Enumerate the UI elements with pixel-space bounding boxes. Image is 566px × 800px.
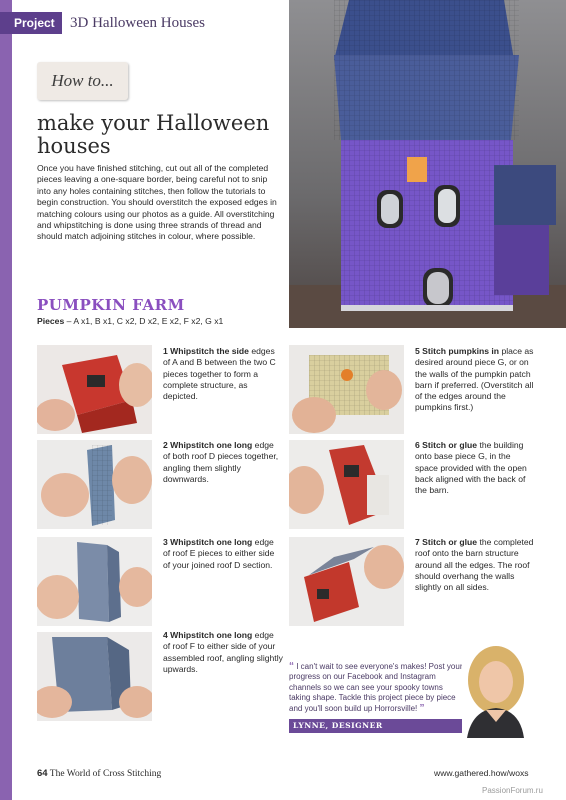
side-stripe <box>0 0 12 800</box>
how-to-label <box>37 62 128 100</box>
designer-portrait <box>462 638 528 738</box>
step-3-photo <box>37 537 152 626</box>
pieces-label: Pieces <box>37 316 65 326</box>
step-1-title: 1 Whipstitch the side <box>163 346 249 356</box>
pieces-list <box>37 316 223 326</box>
designer-quote <box>289 662 463 714</box>
page-number: 64 <box>37 768 48 779</box>
hero-photo-haunted-house <box>289 0 566 328</box>
pumpkin-farm-heading: PUMPKIN FARM <box>37 296 185 314</box>
step-2-text <box>163 440 283 485</box>
footer-left <box>37 768 161 779</box>
step-6-photo <box>289 440 404 529</box>
designer-attribution: LYNNE, DESIGNER <box>289 719 463 733</box>
magazine-name: The World of Cross Stitching <box>49 769 162 779</box>
step-2-body: edge of both roof D pieces together, angling them slightly downwards. <box>163 440 279 484</box>
step-4-body: edge of roof F to either side of your assembled roof, angling slightly upwards. <box>163 630 283 674</box>
step-4-title: 4 Whipstitch one long <box>163 630 253 640</box>
section-title: 3D Halloween Houses <box>70 15 205 31</box>
step-3-body: edge of roof E pieces to either side of your joined roof D section. <box>163 537 275 570</box>
project-tag: Project <box>0 12 65 34</box>
step-4-photo <box>37 632 152 721</box>
how-to-label-text: How to... <box>51 71 114 90</box>
step-5-title: 5 Stitch pumpkins in <box>415 346 500 356</box>
step-1-photo <box>37 345 152 434</box>
open-quote-mark: “ <box>289 661 294 672</box>
step-2-photo <box>37 440 152 529</box>
pieces-text: – A x1, B x1, C x2, D x2, E x2, F x2, G x1 <box>66 316 224 326</box>
step-6-text <box>415 440 535 496</box>
step-2-title: 2 Whipstitch one long <box>163 440 253 450</box>
footer-url: www.gathered.how/woxs <box>434 768 529 778</box>
watermark: PassionForum.ru <box>482 786 543 795</box>
step-4-text <box>163 630 283 675</box>
step-7-body: the completed roof onto the barn structure around all the edges. The roof should overhang the walls slightly on all sides. <box>415 537 534 593</box>
step-3-text <box>163 537 283 571</box>
quote-text: I can't wait to see everyone's makes! Post your progress on our Facebook and Instagram channels so we can see your spooky towns taking shape. Tackle this project piece by piece and you'll soon build up Horrorsville! <box>289 662 463 713</box>
step-6-title: 6 Stitch or glue <box>415 440 478 450</box>
step-1-text <box>163 346 283 402</box>
step-5-body: place as desired around piece G, or on the walls of the pumpkin patch barn if preferred. (Overstitch all of the edges around the pumpkins first.) <box>415 346 534 413</box>
step-6-body: the building onto base piece G, in the space provided with the open back aligned with the back of the barn. <box>415 440 527 496</box>
page-heading: make your Halloween houses <box>37 111 270 158</box>
step-5-text <box>415 346 535 414</box>
close-quote-mark: ” <box>419 702 425 714</box>
step-5-photo <box>289 345 404 434</box>
tag-divider <box>62 12 66 34</box>
step-1-body: edges of A and B between the two C pieces together to form a complete structure, as depicted. <box>163 346 276 402</box>
step-7-title: 7 Stitch or glue <box>415 537 478 547</box>
intro-paragraph: Once you have finished stitching, cut out all of the completed pieces leaving a one-square border, being careful not to snip into any holes containing stitches, then follow the tutorials to begin construction. You should overstitch the exposed edges in matching colours using our photos as a guide. All overstitching and whipstitching is done using three strands of thread and should match adjoining stitches in colour, where possible. <box>37 163 277 242</box>
step-3-title: 3 Whipstitch one long <box>163 537 253 547</box>
step-7-photo <box>289 537 404 626</box>
step-7-text <box>415 537 535 593</box>
